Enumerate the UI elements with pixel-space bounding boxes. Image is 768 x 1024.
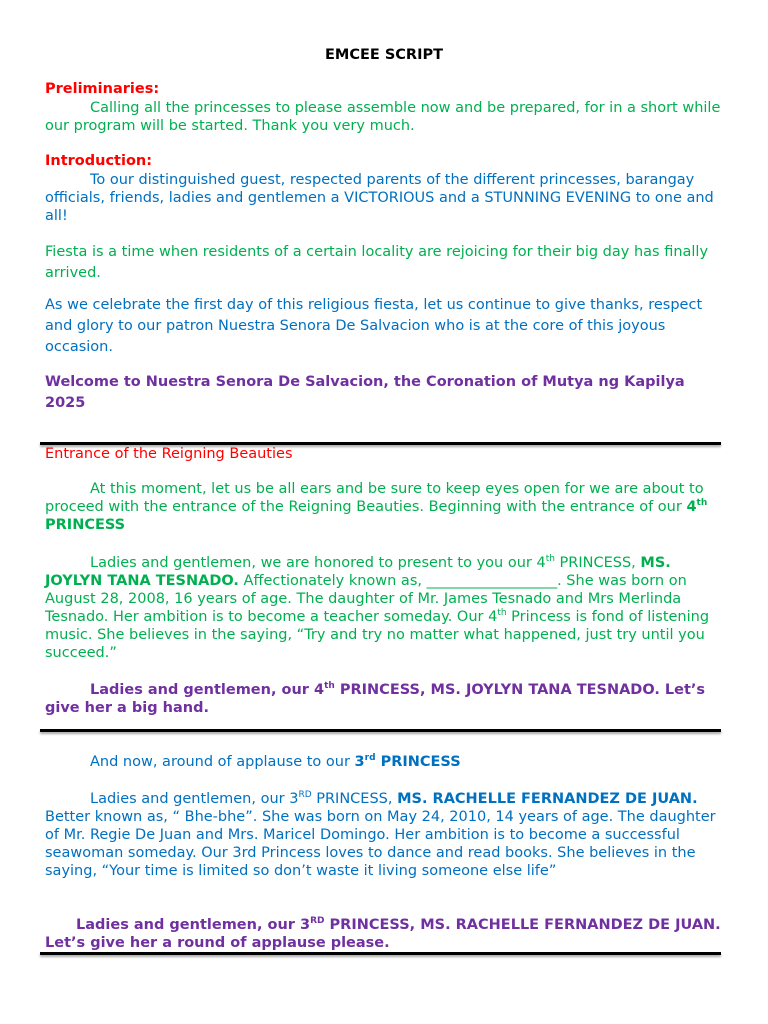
introduction-heading: Introduction:: [45, 153, 153, 169]
entrance-intro: [45, 480, 725, 534]
ordinal-suffix: RD: [298, 790, 312, 801]
ordinal-word: PRINCESS: [45, 517, 126, 533]
preliminaries-text: [45, 99, 725, 135]
bio-text: Princess is fond of listening music. She believes in the saying, “Try and try no matter what happened, just try until you succeed.”: [45, 609, 710, 661]
princess-name: MS. RACHELLE FERNANDEZ DE JUAN.: [397, 791, 698, 807]
ordinal-number: 3: [354, 754, 365, 770]
entrance-intro-text: At this moment, let us be all ears and be sure to keep eyes open for we are about to proceed with the entrance of the Reigning Beauties. Beginning with the entrance of our: [45, 481, 704, 515]
bio-text: Better known as, “ Bhe-bhe”. She was born on May 24, 2010, 14 years of age. The daughter of Mr. Regie De Juan and Mrs. Maricel Domingo. Her ambition is to become a successful seawoman someday. Our 3rd Princess loves to dance and read books. She believes in the saying, “Your time is limited so don’t waste it living someone else life”: [45, 809, 716, 879]
ordinal-suffix: th: [497, 608, 507, 619]
third-princess-bio: [45, 790, 725, 880]
fourth-princess-bio: [45, 554, 725, 662]
preliminaries-text-content: Calling all the princesses to please assemble now and be prepared, for in a short while our program will be started. Thank you very much.: [45, 100, 721, 134]
ordinal-suffix: th: [545, 554, 555, 565]
bio-text: PRINCESS,: [311, 791, 398, 807]
bio-text: Affectionately known as, __________________. She was born on August 28, 2008, 16 years of age. The daughter of Mr. James Tesnado and Mrs Merlinda Tesnado. Her ambition is to become a teacher someday. Our 4: [45, 573, 687, 625]
section-divider: [40, 729, 721, 732]
third-ordinal: [355, 754, 461, 770]
third-princess-closing: [45, 916, 725, 952]
ordinal-suffix: rd: [364, 753, 376, 764]
entrance-heading: Entrance of the Reigning Beauties: [45, 446, 293, 462]
ordinal-suffix: th: [324, 681, 335, 692]
celebrate-paragraph: As we celebrate the first day of this religious fiesta, let us continue to give thanks, respect and glory to our patron Nuestra Senora De Salvacion who is at the core of this joyous occasion.: [45, 297, 703, 355]
bio-text: PRINCESS,: [554, 555, 641, 571]
third-princess-intro: [45, 753, 725, 771]
closing-text: Ladies and gentlemen, our 3: [76, 917, 311, 933]
fiesta-paragraph: Fiesta is a time when residents of a certain locality are rejoicing for their big day has finally arrived.: [45, 244, 709, 281]
ordinal-suffix: RD: [310, 916, 325, 927]
ordinal-suffix: th: [696, 498, 708, 509]
section-divider: [40, 952, 721, 955]
bio-text: Ladies and gentlemen, our 3: [90, 791, 299, 807]
welcome-paragraph: Welcome to Nuestra Senora De Salvacion, the Coronation of Mutya ng Kapilya 2025: [45, 374, 685, 411]
preliminaries-heading: Preliminaries:: [45, 81, 160, 97]
fourth-princess-closing: [45, 681, 725, 717]
intro-text: And now, around of applause to our: [90, 754, 355, 770]
introduction-text: [45, 171, 725, 225]
bio-text: Ladies and gentlemen, we are honored to present to you our 4: [90, 555, 546, 571]
closing-text: PRINCESS, MS. RACHELLE FERNANDEZ DE JUAN. Let’s give her a round of applause please.: [45, 917, 721, 951]
closing-text: PRINCESS, MS. JOYLYN TANA TESNADO. Let’s give her a big hand.: [45, 682, 706, 716]
princess-name: MS. JOYLYN TANA TESNADO.: [45, 555, 671, 589]
document-title: EMCEE SCRIPT: [325, 47, 443, 63]
ordinal-word: PRINCESS: [375, 754, 461, 770]
closing-text: Ladies and gentlemen, our 4: [90, 682, 325, 698]
ordinal-number: 4: [686, 499, 697, 515]
introduction-text-content: To our distinguished guest, respected parents of the different princesses, barangay officials, friends, ladies and gentlemen a VICTORIOUS and a STUNNING EVENING to one and all!: [45, 172, 714, 224]
